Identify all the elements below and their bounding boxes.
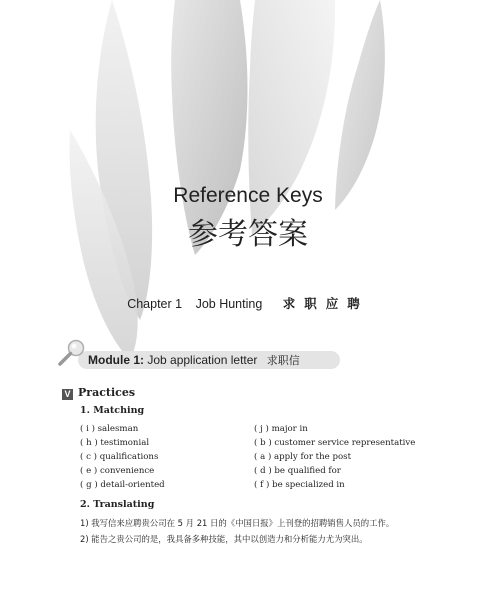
chapter-title-english: Job Hunting <box>195 297 263 311</box>
chapter-title-chinese: 求职应聘 <box>282 296 369 311</box>
module-label: Module 1: <box>88 353 144 367</box>
chapter-heading <box>0 294 496 312</box>
chapter-label: Chapter 1 <box>127 297 183 311</box>
matching-heading: 1. Matching <box>80 405 145 416</box>
section-badge: V <box>62 389 73 400</box>
module-title-english: Job application letter <box>147 353 258 367</box>
matching-right-item: ( b ) customer service representative <box>254 438 416 448</box>
translation-item: 1) 我写信来应聘贵公司在 5 月 21 日的《中国日报》上刊登的招聘销售人员的工作。 <box>80 518 395 528</box>
matching-left-item: ( h ) testimonial <box>80 438 150 448</box>
module-title-chinese: 求职信 <box>266 354 300 367</box>
section-heading <box>62 386 135 400</box>
magnifier-icon <box>56 338 88 368</box>
matching-right-item: ( f ) be specialized in <box>254 480 345 490</box>
matching-left-item: ( g ) detail-oriented <box>80 480 165 490</box>
translating-heading: 2. Translating <box>80 499 155 510</box>
translation-item: 2) 能告之贵公司的是，我具备多种技能，其中以创造力和分析能力尤为突出。 <box>80 534 368 544</box>
matching-right-item: ( d ) be qualified for <box>254 466 341 476</box>
matching-left-item: ( e ) convenience <box>80 466 155 476</box>
matching-right-item: ( j ) major in <box>254 424 308 434</box>
module-title <box>88 352 300 369</box>
matching-left-item: ( i ) salesman <box>80 424 139 434</box>
title-english: Reference Keys <box>173 184 323 207</box>
section-title: Practices <box>78 386 136 399</box>
matching-left-item: ( c ) qualifications <box>80 452 159 462</box>
title-chinese: 参考答案 <box>188 217 308 252</box>
matching-right-item: ( a ) apply for the post <box>254 452 352 462</box>
